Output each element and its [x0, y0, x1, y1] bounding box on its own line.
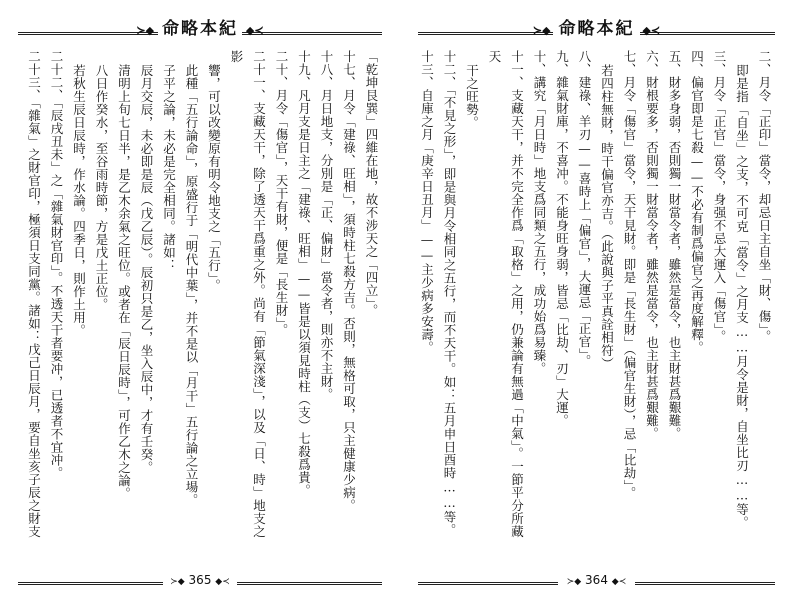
page-footer	[418, 569, 775, 595]
footer-ornament-right: ◆≺	[215, 577, 230, 587]
page-body	[20, 50, 382, 545]
text-line: 二十、月令「傷官」，天干有財，便是「長生財」。	[274, 50, 289, 337]
text-line: 十三、自庫之月「庚辛日丑月」——主少病多安壽。	[420, 50, 435, 354]
text-line: 子平之論，未必是完全相同。諸如：	[161, 64, 177, 272]
text-line: 三、月令「正官」當令，身强不忌大運入「傷官」。	[712, 50, 727, 343]
header-title: 命略本紀	[558, 19, 635, 39]
text-line: 此種「五行論命」，原盛行于「明代中葉」，并不是以「月干」五行論之立場。	[184, 64, 199, 507]
page-number-block	[18, 573, 382, 587]
header-title-block	[18, 14, 382, 39]
text-line: 五、財多身弱，否則獨一財當令者，雖然是當令，也主財甚爲艱難。	[667, 50, 682, 440]
text-line: 八、建祿、羊刃——喜時上「偏官」，大運忌「正官」。	[577, 50, 592, 368]
text-line: 十一、支藏天干，并不完全作爲「取格」之用，仍兼論有無過「中氣」。一節平分所藏天	[487, 50, 525, 538]
page-right	[400, 0, 793, 603]
text-line: 若秋生辰日辰時，作水論。四季日，則作土用。	[71, 64, 87, 337]
text-line: 「乾坤艮巽」四維在地，故不涉天之「四立」。	[364, 50, 379, 317]
footer-ornament-left: ≻◆	[170, 577, 185, 587]
page-number-block	[418, 573, 775, 587]
text-line: 十八、月日地支，分別是「正、偏財」當令者，則亦不主財。	[319, 50, 334, 401]
vertical-text-column	[420, 50, 775, 545]
footer-ornament-right: ◆≺	[611, 577, 627, 587]
text-line: 十、講究「月日時」地支爲同類之五行，成功始爲易臻。	[532, 50, 547, 375]
text-line: 二十三、「雜氣」之財官印，極須日支同黨。諸如：戊己日辰月，要自坐亥子辰之財支	[26, 50, 42, 538]
text-line: 清明上旬七日半，是乙木余氣之旺位。或者在「辰日辰時」，可作乙木之論。	[116, 64, 132, 500]
page-header	[418, 10, 775, 42]
text-line: 十七、月令「建祿、旺相」，須時柱七殺方吉。否則，無格可取，只主健康少病。	[341, 50, 357, 512]
text-line: 若四柱無財，時干偏官亦吉。（此說與子平真詮相符）	[599, 64, 615, 370]
text-line: 二、月令「正印」當令，却忌日主自坐「財、傷」。	[757, 50, 772, 343]
header-ornament-right: ◆≺	[642, 24, 661, 37]
header-title: 命略本紀	[162, 19, 238, 39]
text-line: 即是指「自坐」之支，不可克「當令」之月支……月令是財，自坐比刃……等。	[734, 64, 750, 529]
text-line: 二十二、「辰戌丑未」之「雜氣財官印」。不透天干者要冲，已透者不宜冲。	[49, 50, 64, 480]
page-body	[420, 50, 775, 545]
text-line: 響，可以改變原有明令地支之「五行」。	[206, 64, 222, 292]
text-line: 干之旺勢。	[464, 64, 480, 129]
text-line: 七、月令「傷官」當令，天干見財。即是「長生財」（偏官生財），忌「比劫」。	[622, 50, 637, 500]
header-ornament-left: ≻◆	[532, 24, 551, 37]
text-line: 二十一、支藏天干，除了透天干爲重之外。尚有「節氣深淺」，以及「日、時」地支之影	[229, 50, 267, 538]
page-number: 364	[585, 573, 608, 587]
header-ornament-right: ◆≺	[245, 24, 264, 37]
page-number: 365	[188, 573, 212, 587]
text-line: 十九、凡月支是日主之「建祿、旺相」——皆是以須見時柱（支）七殺爲貴。	[296, 50, 312, 497]
page-footer	[18, 569, 382, 595]
header-ornament-left: ≻◆	[136, 24, 155, 37]
text-line: 九、雜氣財庫，不喜冲。不能身旺身弱，皆忌「比劫、刃」大運。	[554, 50, 570, 427]
text-line	[20, 50, 22, 545]
text-line: 十二、「不見之形」，即是與月令相同之五行，而不天干。如：五月申日酉時……等。	[442, 50, 457, 537]
page-header	[18, 10, 382, 42]
text-line: 辰月交辰，未必即是辰（戊乙辰）。辰初只是乙，坐入辰中，才有壬癸。	[139, 64, 154, 474]
vertical-text-column	[20, 50, 382, 545]
footer-ornament-left: ≻◆	[566, 577, 582, 587]
text-line: 八日作癸水，至谷雨時節，方是戊土正位。	[94, 64, 109, 311]
text-line: 四、偏官即是七殺——不必有制爲偏官之再度解釋。	[689, 50, 705, 354]
header-title-block	[418, 14, 775, 39]
text-line: 六、財根要多，否則獨一財當令者，雖然是當令，也主財甚爲艱難。	[644, 50, 660, 440]
